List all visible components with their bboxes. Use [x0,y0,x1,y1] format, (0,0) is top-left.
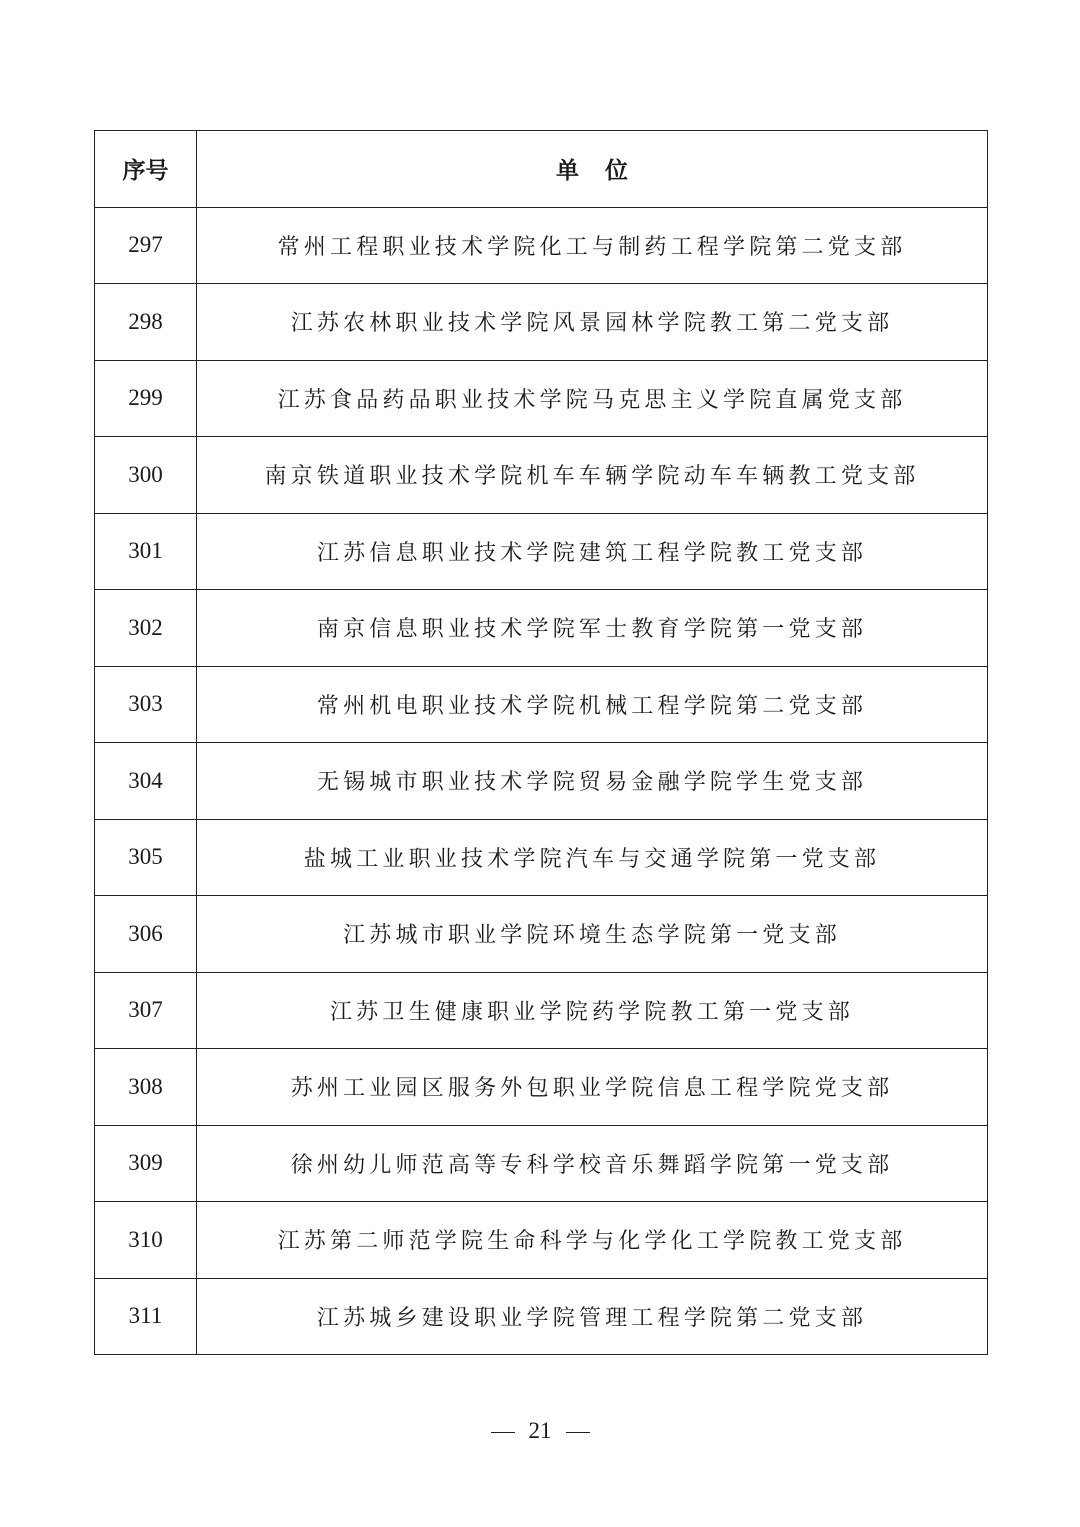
row-index: 300 [95,437,197,514]
row-index: 304 [95,743,197,820]
table-row [95,972,988,1049]
row-index: 305 [95,819,197,896]
header-index: 序号 [95,131,197,208]
table-header-row [95,131,988,208]
row-index: 297 [95,207,197,284]
row-index: 298 [95,284,197,361]
page-number-value: 21 [528,1418,552,1443]
table-row [95,666,988,743]
row-unit: 徐州幼儿师范高等专科学校音乐舞蹈学院第一党支部 [197,1125,988,1202]
row-unit: 江苏食品药品职业技术学院马克思主义学院直属党支部 [197,360,988,437]
row-index: 311 [95,1278,197,1355]
row-unit: 南京铁道职业技术学院机车车辆学院动车车辆教工党支部 [197,437,988,514]
row-unit: 江苏第二师范学院生命科学与化学化工学院教工党支部 [197,1202,988,1279]
header-unit: 单位 [197,131,988,208]
table-body [95,207,988,1355]
row-index: 310 [95,1202,197,1279]
page-number-dash-left [491,1432,515,1433]
table-row [95,896,988,973]
row-index: 299 [95,360,197,437]
row-unit: 江苏信息职业技术学院建筑工程学院教工党支部 [197,513,988,590]
row-unit: 常州工程职业技术学院化工与制药工程学院第二党支部 [197,207,988,284]
row-index: 307 [95,972,197,1049]
row-unit: 盐城工业职业技术学院汽车与交通学院第一党支部 [197,819,988,896]
row-unit: 江苏城乡建设职业学院管理工程学院第二党支部 [197,1278,988,1355]
page-number [0,1418,1080,1444]
table-row [95,1202,988,1279]
row-unit: 南京信息职业技术学院军士教育学院第一党支部 [197,590,988,667]
table-row [95,207,988,284]
row-index: 303 [95,666,197,743]
table-row [95,437,988,514]
table-row [95,819,988,896]
row-index: 309 [95,1125,197,1202]
row-unit: 江苏卫生健康职业学院药学院教工第一党支部 [197,972,988,1049]
row-unit: 苏州工业园区服务外包职业学院信息工程学院党支部 [197,1049,988,1126]
row-unit: 江苏农林职业技术学院风景园林学院教工第二党支部 [197,284,988,361]
table-row [95,1049,988,1126]
table-row [95,360,988,437]
row-unit: 无锡城市职业技术学院贸易金融学院学生党支部 [197,743,988,820]
table-row [95,743,988,820]
row-index: 308 [95,1049,197,1126]
unit-list-table [94,130,988,1355]
row-unit: 常州机电职业技术学院机械工程学院第二党支部 [197,666,988,743]
table-row [95,1278,988,1355]
table-row [95,284,988,361]
row-index: 302 [95,590,197,667]
table-row [95,1125,988,1202]
row-index: 306 [95,896,197,973]
row-index: 301 [95,513,197,590]
table-row [95,513,988,590]
page-number-dash-right [566,1432,590,1433]
row-unit: 江苏城市职业学院环境生态学院第一党支部 [197,896,988,973]
table-row [95,590,988,667]
